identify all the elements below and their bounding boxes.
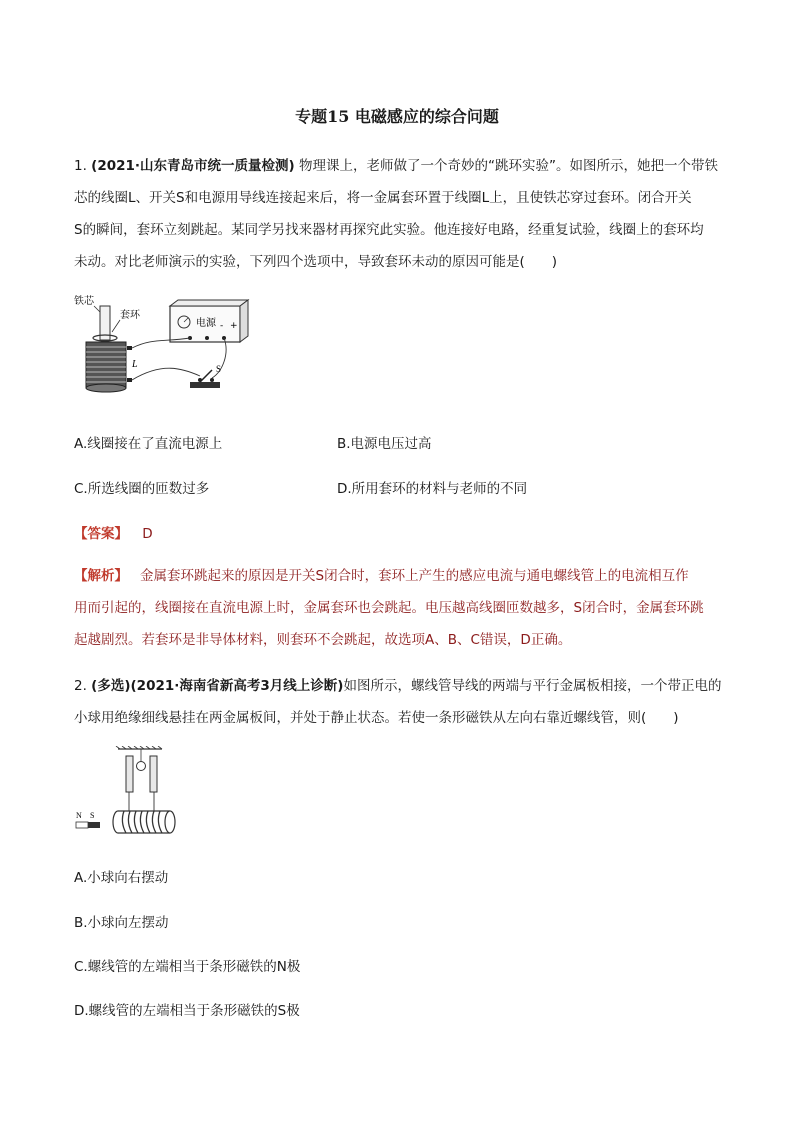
question-2-option-d: D.螺线管的左端相当于条形磁铁的S极 xyxy=(74,1003,300,1019)
answer-value: D xyxy=(142,526,153,542)
figure-label-minus: - xyxy=(220,321,224,331)
question-1-option-d: D.所用套环的材料与老师的不同 xyxy=(337,481,528,497)
question-1-line-4: 未动。对比老师演示的实验，下列四个选项中，导致套环未动的原因可能是( ) xyxy=(74,254,558,270)
question-1-stem xyxy=(74,150,724,278)
question-1-option-b: B.电源电压过高 xyxy=(337,436,432,452)
question-2-line-2: 小球用绝缘细线悬挂在两金属板间，并处于静止状态。若使一条形磁铁从左向右靠近螺线管，则( ) xyxy=(74,710,679,726)
figure-label-core: 铁芯 xyxy=(74,296,94,307)
jumping-ring-figure xyxy=(72,292,262,402)
figure-label-switch: S xyxy=(216,364,222,374)
question-1-line-3: S的瞬间，套环立刻跳起。某同学另找来器材再探究此实验。他连接好电路，经重复试验，线圈上的套环均 xyxy=(74,222,704,238)
question-1-option-a: A.线圈接在了直流电源上 xyxy=(74,436,223,452)
page-title: 专题15 电磁感应的综合问题 xyxy=(295,107,499,126)
analysis-line-3: 起越剧烈。若套环是非导体材料，则套环不会跳起，故选项A、B、C错误，D正确。 xyxy=(74,632,572,648)
question-1-option-c: C.所选线圈的匝数过多 xyxy=(74,481,210,497)
question-2-stem xyxy=(74,670,724,734)
magnet-label-n: N xyxy=(76,811,82,820)
figure-label-plus: + xyxy=(230,321,238,331)
analysis-line-1: 金属套环跳起来的原因是开关S闭合时，套环上产生的感应电流与通电螺线管上的电流相互作 xyxy=(140,568,689,584)
question-2-source: (多选)(2021·海南省新高考3月线上诊断) xyxy=(91,678,344,694)
question-2-option-c: C.螺线管的左端相当于条形磁铁的N极 xyxy=(74,959,301,975)
magnet-label-s: S xyxy=(90,811,95,820)
question-1-answer xyxy=(74,522,153,542)
question-2-line-1: 2. (多选)(2021·海南省新高考3月线上诊断)如图所示，螺线管导线的两端与平行金属板相接，一个带正电的 xyxy=(74,678,722,694)
analysis-line-2: 用而引起的，线圈接在直流电源上时，金属套环也会跳起。电压越高线圈匝数越多，S闭合时，金属套环跳 xyxy=(74,600,704,616)
question-1-line-1: 1. (2021·山东青岛市统一质量检测) 物理课上，老师做了一个奇妙的“跳环实验”。如图所示，她把一个带铁 xyxy=(74,158,718,174)
figure-label-coil: L xyxy=(132,359,138,370)
figure-label-power: 电源 xyxy=(196,318,216,329)
answer-label: 【答案】 xyxy=(74,526,128,542)
analysis-label: 【解析】 xyxy=(74,568,128,584)
solenoid-figure xyxy=(72,746,192,840)
question-1-line-2: 芯的线圈L、开关S和电源用导线连接起来后，将一金属套环置于线圈L上，且使铁芯穿过套环。闭合开关 xyxy=(74,190,692,206)
question-2-option-b: B.小球向左摆动 xyxy=(74,915,169,931)
question-2-option-a: A.小球向右摆动 xyxy=(74,870,169,886)
question-1-source: (2021·山东青岛市统一质量检测) xyxy=(91,158,295,174)
figure-label-ring: 套环 xyxy=(120,310,140,321)
question-1-analysis xyxy=(74,560,724,656)
